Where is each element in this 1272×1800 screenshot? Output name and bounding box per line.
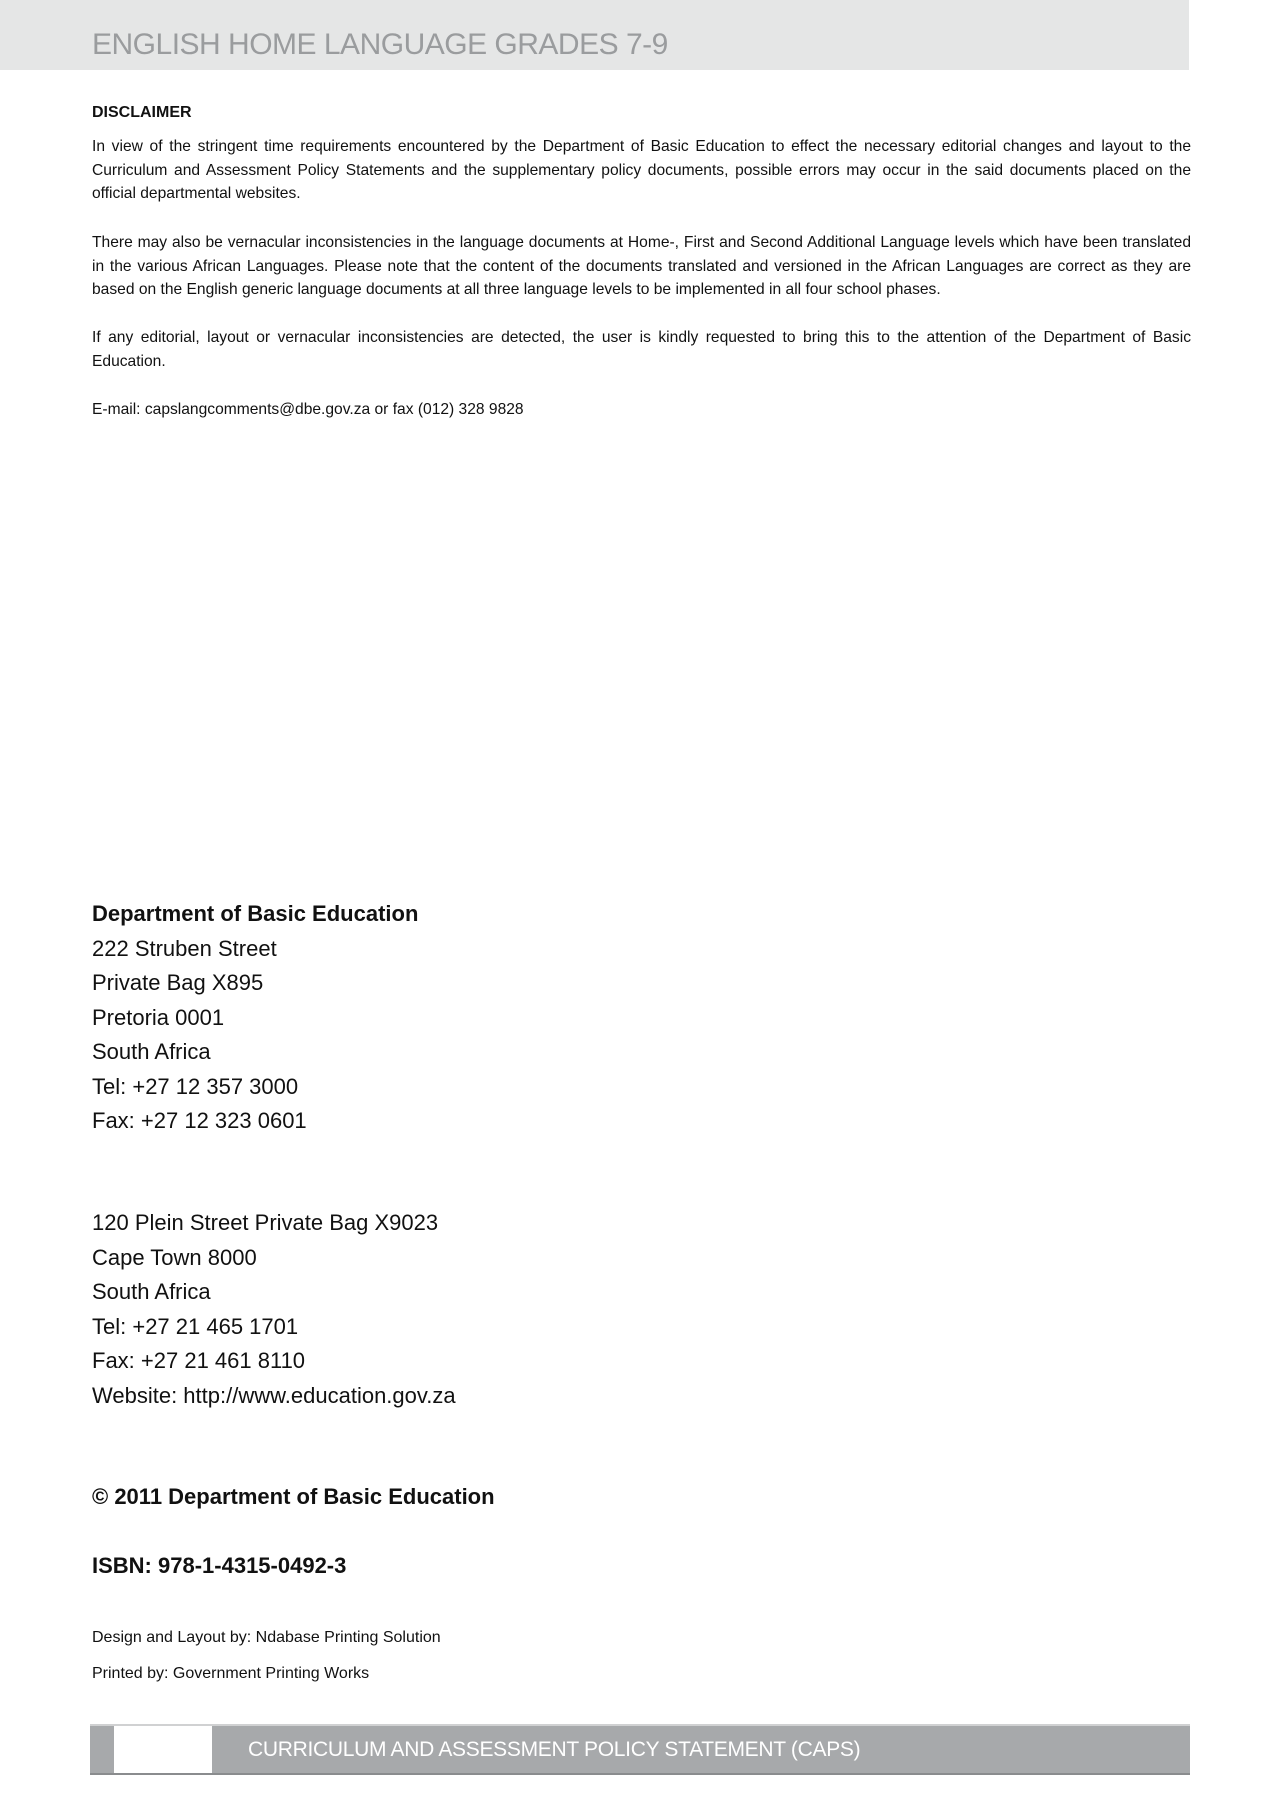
credits — [92, 1620, 441, 1692]
design-credit: Design and Layout by: Ndabase Printing Solution — [92, 1629, 441, 1646]
address-line: South Africa — [92, 1039, 211, 1064]
address-fax: Fax: +27 12 323 0601 — [92, 1108, 307, 1133]
disclaimer-paragraph: If any editorial, layout or vernacular inconsistencies are detected, the user is kindly requested to bring this to the attention of the Department of Basic Education. — [92, 329, 1191, 370]
address-tel: Tel: +27 21 465 1701 — [92, 1313, 299, 1339]
footer-title: CURRICULUM AND ASSESSMENT POLICY STATEMENT (CAPS) — [248, 1738, 861, 1761]
page-header — [0, 0, 1189, 70]
header-title: ENGLISH HOME LANGUAGE GRADES 7-9 — [92, 28, 668, 61]
address-tel: Tel: +27 12 357 3000 — [92, 1073, 299, 1099]
isbn: ISBN: 978-1-4315-0492-3 — [92, 1553, 347, 1578]
address-line: Private Bag X895 — [92, 970, 264, 995]
address-capetown — [92, 1206, 456, 1413]
page-footer — [90, 1724, 1190, 1775]
address-line: 120 Plein Street Private Bag X9023 — [92, 1210, 439, 1235]
page-number-box — [114, 1726, 212, 1773]
disclaimer-heading: DISCLAIMER — [92, 104, 192, 121]
copyright: © 2011 Department of Basic Education — [92, 1484, 495, 1509]
disclaimer-paragraph: In view of the stringent time requirements encountered by the Department of Basic Education to effect the necessary editorial changes and layout to the Curriculum and Assessment Policy Statements and the supplementary policy documents, possible errors may occur in the said documents placed on the official departmental websites. — [92, 138, 1191, 203]
address-website: Website: http://www.education.gov.za — [92, 1382, 456, 1408]
contact-email-fax: E-mail: capslangcomments@dbe.gov.za or fax (012) 328 9828 — [92, 401, 524, 418]
address-line: South Africa — [92, 1279, 211, 1304]
department-name: Department of Basic Education — [92, 901, 419, 926]
address-line: Pretoria 0001 — [92, 1004, 225, 1030]
address-line: 222 Struben Street — [92, 935, 277, 961]
disclaimer-paragraph: There may also be vernacular inconsistencies in the language documents at Home-, First and Second Additional Language levels which have been translated in the various African Languages. Please note that the content of the documents translated and versioned in the African Languages are correct as they are based on the English generic language documents at all three language levels to be implemented in all four school phases. — [92, 234, 1191, 299]
address-line: Cape Town 8000 — [92, 1244, 257, 1270]
address-fax: Fax: +27 21 461 8110 — [92, 1348, 306, 1373]
address-pretoria — [92, 897, 418, 1139]
printer-credit: Printed by: Government Printing Works — [92, 1665, 370, 1682]
